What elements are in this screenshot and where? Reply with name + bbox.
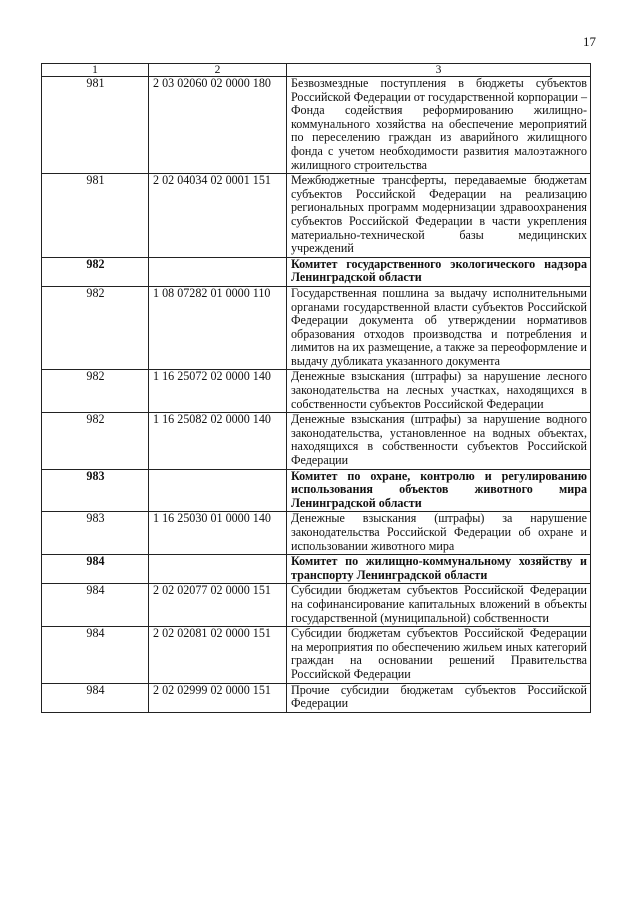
- revenue-code-cell: [149, 257, 287, 286]
- table-row: [42, 174, 591, 258]
- table-row: [42, 370, 591, 413]
- column-number-2: 2: [149, 64, 287, 77]
- administrator-heading-row: [42, 555, 591, 584]
- revenue-description-cell: Денежные взыскания (штрафы) за нарушение законодательства Российской Федерации об охране и использовании животного мира: [287, 512, 591, 555]
- administrator-code-cell: 981: [42, 77, 149, 174]
- revenue-description-cell: Субсидии бюджетам субъектов Российской Федерации на мероприятия по обеспечению жильем иных категорий граждан на основании решений Правительства Российской Федерации: [287, 627, 591, 683]
- revenue-description-cell: Субсидии бюджетам субъектов Российской Федерации на софинансирование капитальных вложений в объекты государственной (муниципальной) собственности: [287, 584, 591, 627]
- administrator-code-cell: 981: [42, 174, 149, 258]
- revenue-code-cell: 1 16 25030 01 0000 140: [149, 512, 287, 555]
- revenue-code-cell: [149, 469, 287, 512]
- administrator-code-cell: 984: [42, 627, 149, 683]
- administrator-code-cell: 982: [42, 370, 149, 413]
- administrator-code-cell: 983: [42, 469, 149, 512]
- table-header-row: [42, 64, 591, 77]
- table-row: [42, 286, 591, 370]
- revenue-description-cell: Прочие субсидии бюджетам субъектов Российской Федерации: [287, 683, 591, 712]
- column-number-3: 3: [287, 64, 591, 77]
- revenue-code-cell: 2 02 02999 02 0000 151: [149, 683, 287, 712]
- revenue-code-cell: 2 02 02077 02 0000 151: [149, 584, 287, 627]
- table-row: [42, 683, 591, 712]
- administrator-code-cell: 984: [42, 584, 149, 627]
- revenue-description-cell: Государственная пошлина за выдачу исполнительными органами государственной власти субъектов Российской Федерации документа об утверждении нормативов образования отходов производства и потребления и лимитов на их размещение, а также за переоформление и выдачу дубликата указанного документа: [287, 286, 591, 370]
- revenue-code-cell: 2 02 02081 02 0000 151: [149, 627, 287, 683]
- table-row: [42, 413, 591, 469]
- table-row: [42, 627, 591, 683]
- administrator-code-cell: 982: [42, 286, 149, 370]
- revenue-codes-table: [41, 63, 591, 713]
- administrator-code-cell: 982: [42, 257, 149, 286]
- revenue-code-cell: 1 16 25072 02 0000 140: [149, 370, 287, 413]
- table-row: [42, 77, 591, 174]
- administrator-code-cell: 984: [42, 683, 149, 712]
- column-number-1: 1: [42, 64, 149, 77]
- revenue-description-cell: Комитет по жилищно-коммунальному хозяйству и транспорту Ленинградской области: [287, 555, 591, 584]
- page-number: 17: [583, 34, 596, 49]
- revenue-description-cell: Комитет по охране, контролю и регулированию использования объектов животного мира Ленинградской области: [287, 469, 591, 512]
- table-row: [42, 584, 591, 627]
- administrator-code-cell: 982: [42, 413, 149, 469]
- administrator-heading-row: [42, 469, 591, 512]
- revenue-code-cell: 2 03 02060 02 0000 180: [149, 77, 287, 174]
- revenue-description-cell: Комитет государственного экологического надзора Ленинградской области: [287, 257, 591, 286]
- administrator-code-cell: 984: [42, 555, 149, 584]
- revenue-code-cell: 1 16 25082 02 0000 140: [149, 413, 287, 469]
- revenue-description-cell: Денежные взыскания (штрафы) за нарушение лесного законодательства на лесных участках, находящихся в собственности субъектов Российской Федерации: [287, 370, 591, 413]
- table-row: [42, 512, 591, 555]
- revenue-description-cell: Межбюджетные трансферты, передаваемые бюджетам субъектов Российской Федерации на реализацию региональных программ модернизации здравоохранения субъектов Российской Федерации в части укрепления материально-технической базы медицинских учреждений: [287, 174, 591, 258]
- revenue-description-cell: Безвозмездные поступления в бюджеты субъектов Российской Федерации от государственной корпорации – Фонда содействия реформированию жилищно-коммунального хозяйства на обеспечение мероприятий по переселению граждан из аварийного жилищного фонда с учетом необходимости развития малоэтажного жилищного строительства: [287, 77, 591, 174]
- revenue-description-cell: Денежные взыскания (штрафы) за нарушение водного законодательства, установленное на водных объектах, находящихся в собственности субъектов Российской Федерации: [287, 413, 591, 469]
- administrator-heading-row: [42, 257, 591, 286]
- revenue-code-cell: [149, 555, 287, 584]
- administrator-code-cell: 983: [42, 512, 149, 555]
- revenue-code-cell: 2 02 04034 02 0001 151: [149, 174, 287, 258]
- revenue-code-cell: 1 08 07282 01 0000 110: [149, 286, 287, 370]
